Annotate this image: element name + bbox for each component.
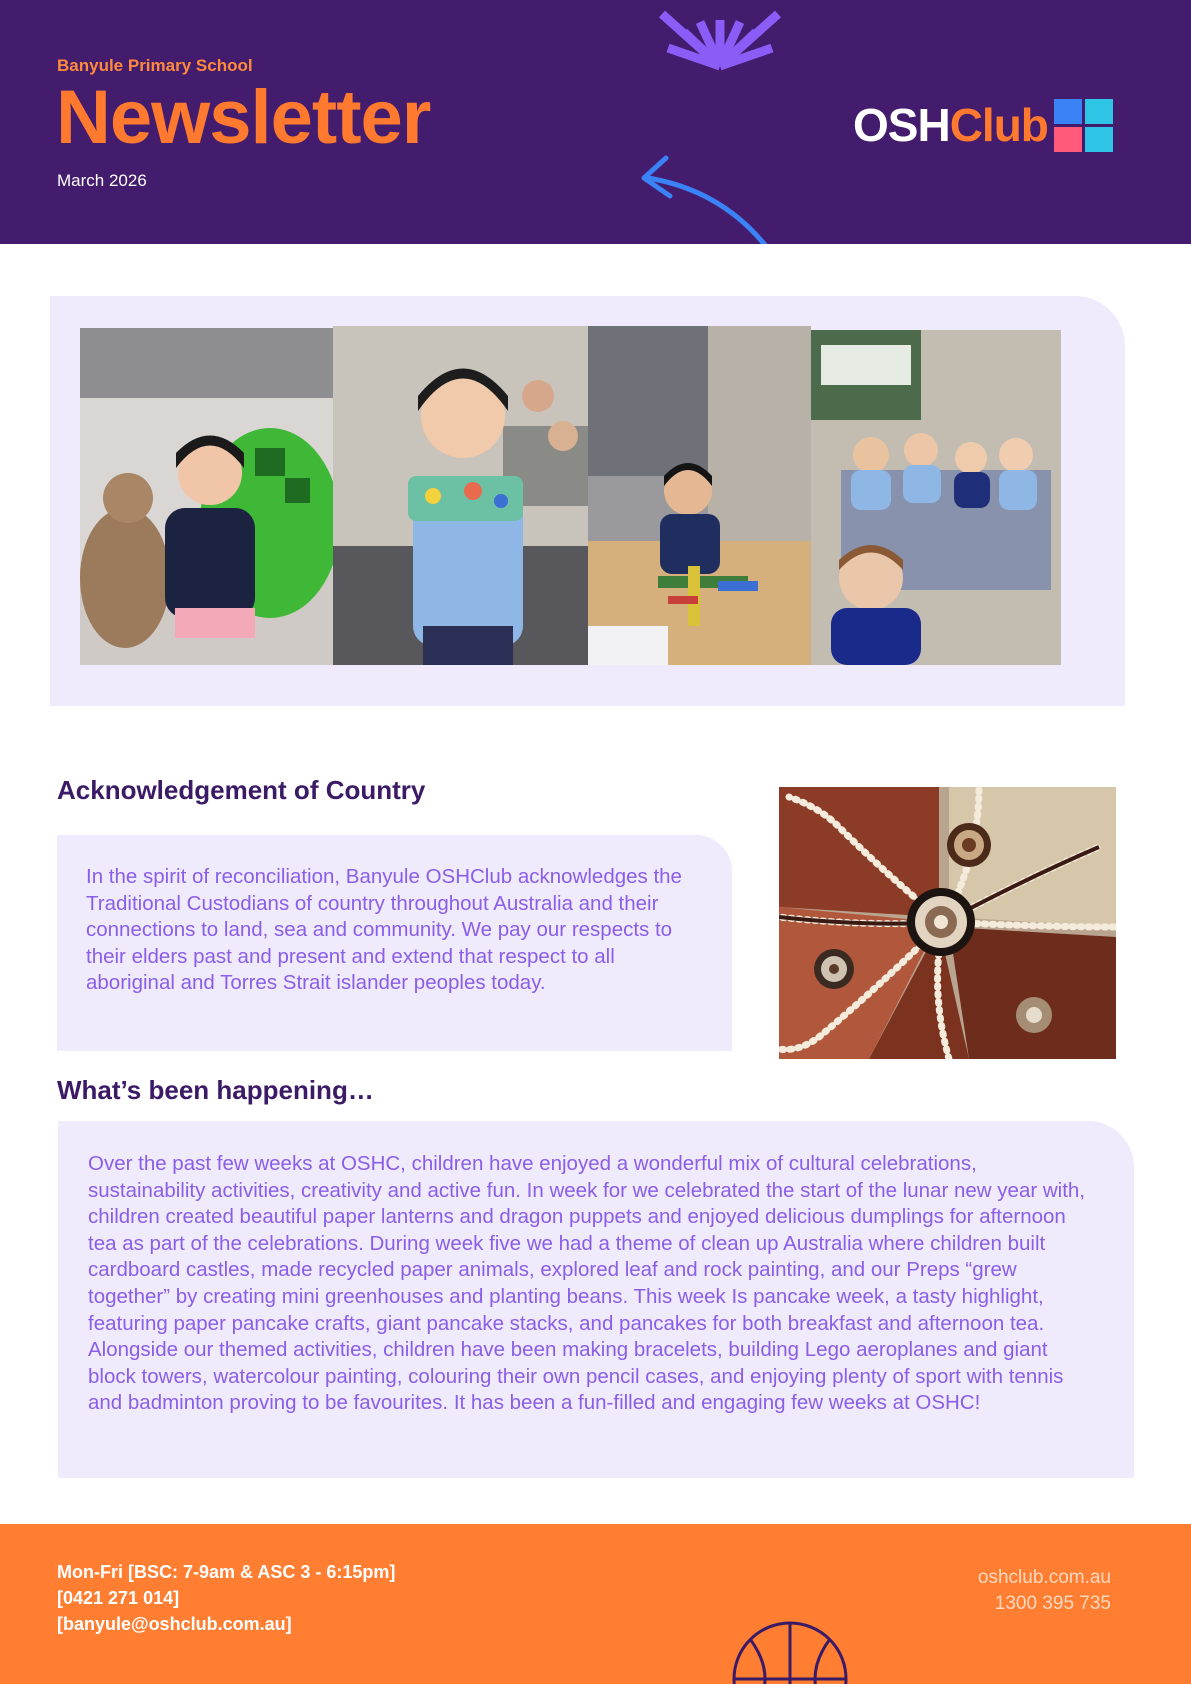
issue-date: March 2026 xyxy=(57,171,147,190)
footer-email[interactable]: [banyule@oshclub.com.au] xyxy=(57,1614,292,1634)
logo-tiles-icon xyxy=(1054,99,1113,152)
school-name: Banyule Primary School xyxy=(57,56,253,75)
photo-child-beanbag-icon xyxy=(80,328,333,665)
footer-phone[interactable]: [0421 271 014] xyxy=(57,1588,180,1608)
happening-heading: What’s been happening… xyxy=(57,1075,374,1105)
footer-hours: Mon-Fri [BSC: 7-9am & ASC 3 - 6:15pm] xyxy=(57,1562,396,1582)
sunburst-decoration-icon xyxy=(640,0,800,72)
happening-text: Over the past few weeks at OSHC, children have enjoyed a wonderful mix of cultural celebrations, sustainability activities, creativity and active fun. In week for we celebrated the start of the lunar new year with, children created beautiful paper lanterns and dragon puppets and enjoyed delicious dumplings for afternoon tea as part of the celebrations. During week five we had a theme of clean up Australia where children built cardboard castles, made recycled paper animals, explored leaf and rock painting, and our Preps “grew together” by creating mini greenhouses and planting beans. This week Is pancake week, a tasty highlight, featuring paper pancake crafts, giant pancake stacks, and pancakes for both breakfast and afternoon tea. Alongside our themed activities, children have been making bracelets, building Lego aeroplanes and giant block towers, watercolour painting, colouring their own pencil cases, and enjoying plenty of sport with tennis and badminton proving to be favourites. It has been a fun-filled and engaging few weeks at OSHC! xyxy=(88,1152,1086,1415)
logo-text-club: Club xyxy=(949,99,1048,151)
photo-children-table-icon xyxy=(811,330,1061,665)
footer-main-phone[interactable]: 1300 395 735 xyxy=(994,1593,1111,1614)
header-banner xyxy=(0,0,1191,244)
page-title: Newsletter xyxy=(56,75,431,160)
oshclub-logo xyxy=(853,98,1113,152)
acknowledgement-text: In the spirit of reconciliation, Banyule OSHClub acknowledges the Traditional Custodians of country throughout Australia and their connections to land, sea and community. We pay our respects to their elders past and present and extend that respect to all aboriginal and Torres Strait islander peoples today. xyxy=(86,865,682,994)
footer-website[interactable]: oshclub.com.au xyxy=(977,1567,1111,1588)
footer xyxy=(0,1524,1191,1684)
curved-arrow-icon xyxy=(630,150,770,244)
logo-text-osh: OSH xyxy=(853,99,950,151)
photo-child-pencil-case-icon xyxy=(333,326,588,665)
aboriginal-artwork-icon xyxy=(779,787,1116,1059)
acknowledgement-heading: Acknowledgement of Country xyxy=(57,775,426,805)
basketball-icon xyxy=(730,1619,850,1684)
photo-lego-table-icon xyxy=(588,326,811,665)
